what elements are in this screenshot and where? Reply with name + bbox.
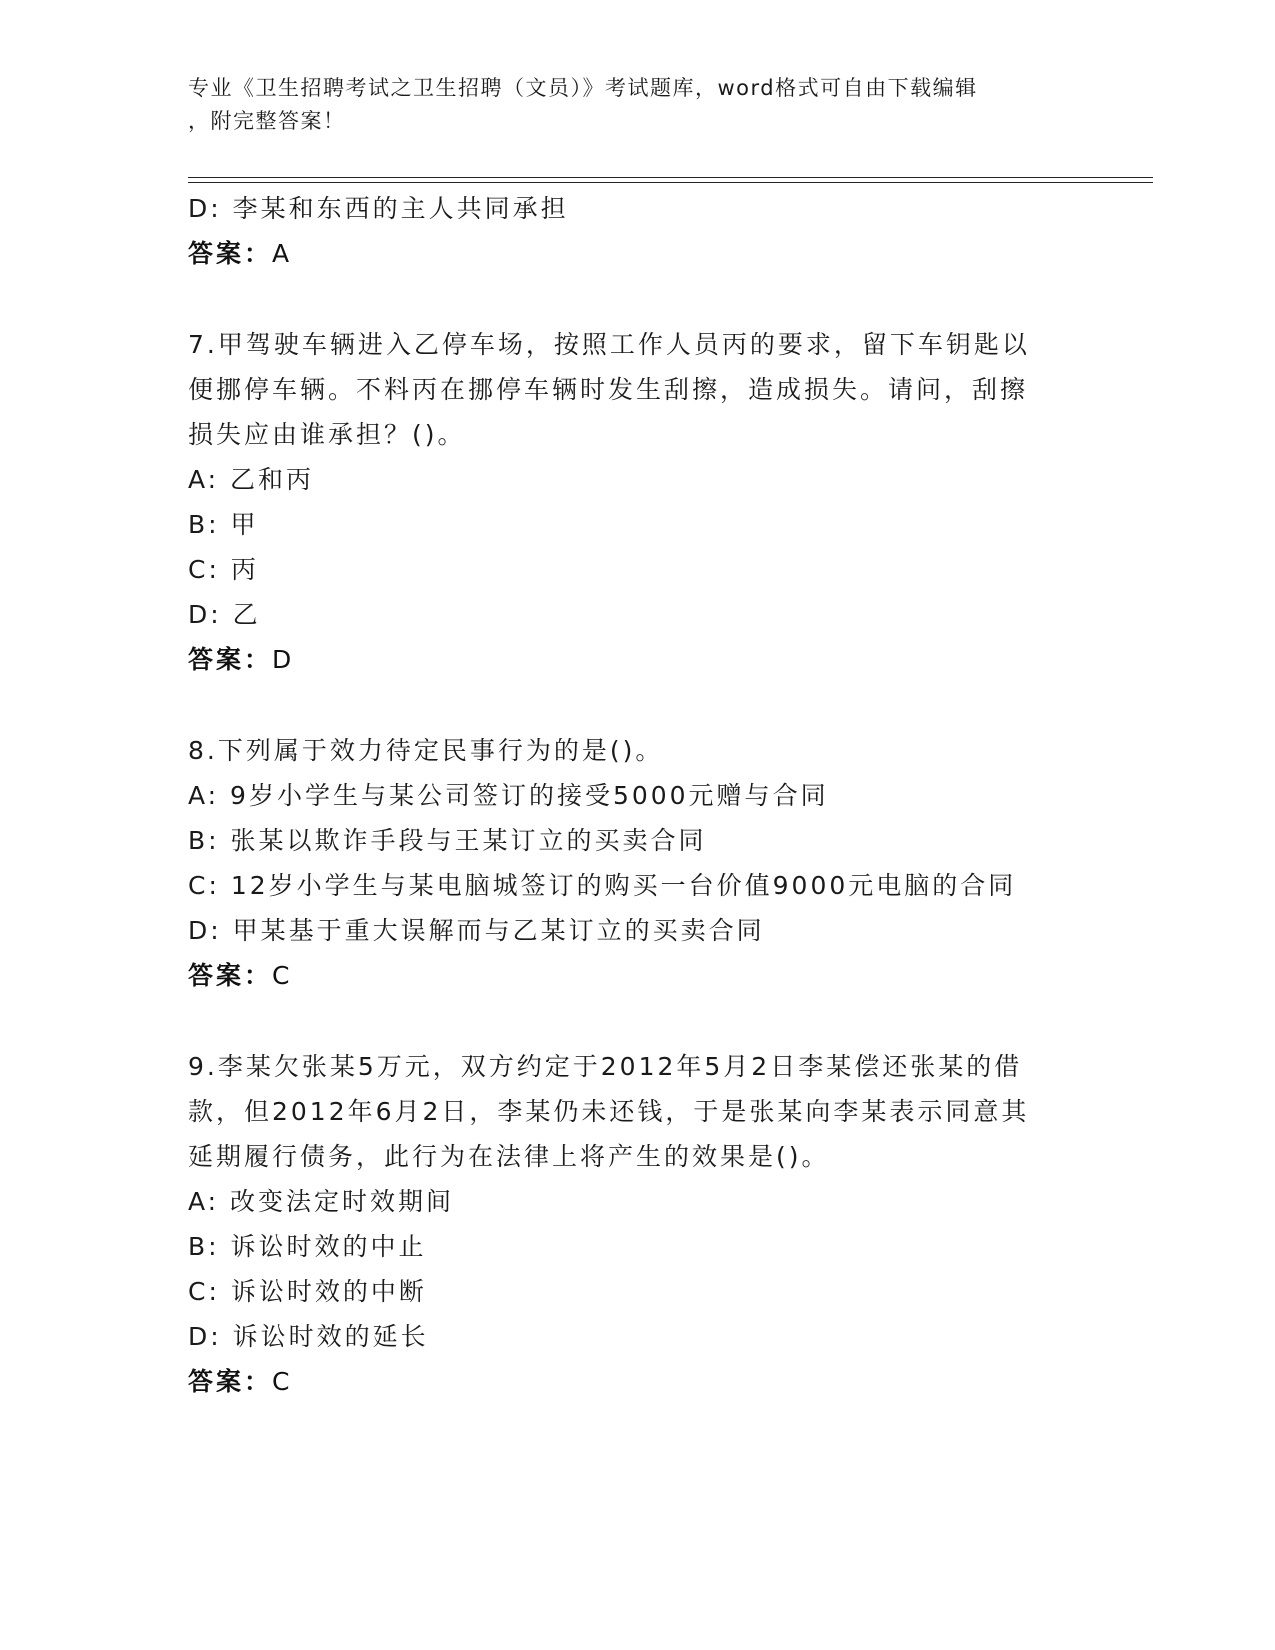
answer-label: 答案：: [188, 239, 273, 268]
header-rule-top: [188, 177, 1153, 178]
header-rule-bottom: [188, 182, 1153, 183]
answer-line: [188, 231, 1088, 276]
question-stem: [188, 322, 1088, 457]
stem-line: 9.李某欠张某5万元，双方约定于2012年5月2日李某偿还张某的借: [188, 1052, 1023, 1081]
prev-question-tail: [188, 186, 1088, 276]
stem-line: 便挪停车辆。不料丙在挪停车辆时发生刮擦，造成损失。请问，刮擦: [188, 375, 1029, 404]
option-a: A: 9岁小学生与某公司签订的接受5000元赠与合同: [188, 781, 829, 810]
header-title-line-1: 专业《卫生招聘考试之卫生招聘（文员）》考试题库，word格式可自由下载编辑: [188, 76, 978, 100]
question-stem: [188, 1044, 1088, 1179]
stem-line: 延期履行债务，此行为在法律上将产生的效果是()。: [188, 1142, 830, 1171]
option-c: C: 12岁小学生与某电脑城签订的购买一台价值9000元电脑的合同: [188, 871, 1017, 900]
option-b: B: 诉讼时效的中止: [188, 1232, 427, 1261]
option-c: C: 诉讼时效的中断: [188, 1277, 427, 1306]
answer-label: 答案：: [188, 1367, 273, 1396]
answer-value: C: [272, 961, 293, 990]
option-b: B: 甲: [188, 510, 259, 539]
spacer: [188, 276, 1088, 322]
answer-value: C: [272, 1367, 293, 1396]
page-header: [188, 72, 1078, 138]
stem-line: 损失应由谁承担？()。: [188, 420, 466, 449]
stem-line: 8.下列属于效力待定民事行为的是()。: [188, 736, 664, 765]
answer-line: [188, 953, 1088, 998]
option-a: A: 改变法定时效期间: [188, 1187, 455, 1216]
answer-value: A: [272, 239, 293, 268]
question-8: [188, 728, 1088, 998]
option-c: C: 丙: [188, 555, 259, 584]
answer-label: 答案：: [188, 961, 273, 990]
answer-line: [188, 637, 1088, 682]
option-d: D: 诉讼时效的延长: [188, 1322, 429, 1351]
option-d: D: 甲某基于重大误解而与乙某订立的买卖合同: [188, 916, 765, 945]
option-d: D: 乙: [188, 600, 261, 629]
answer-label: 答案：: [188, 645, 273, 674]
stem-line: 款，但2012年6月2日，李某仍未还钱，于是张某向李某表示同意其: [188, 1097, 1030, 1126]
answer-line: [188, 1359, 1088, 1404]
option-a: A: 乙和丙: [188, 465, 315, 494]
option-b: B: 张某以欺诈手段与王某订立的买卖合同: [188, 826, 707, 855]
question-list: [188, 186, 1088, 1404]
header-title-line-2: ，附完整答案！: [188, 109, 346, 133]
question-9: [188, 1044, 1088, 1404]
question-stem: [188, 728, 1088, 773]
answer-value: D: [272, 645, 295, 674]
option-d: D: 李某和东西的主人共同承担: [188, 194, 569, 223]
spacer: [188, 682, 1088, 728]
stem-line: 7.甲驾驶车辆进入乙停车场，按照工作人员丙的要求，留下车钥匙以: [188, 330, 1030, 359]
spacer: [188, 998, 1088, 1044]
question-7: [188, 322, 1088, 682]
